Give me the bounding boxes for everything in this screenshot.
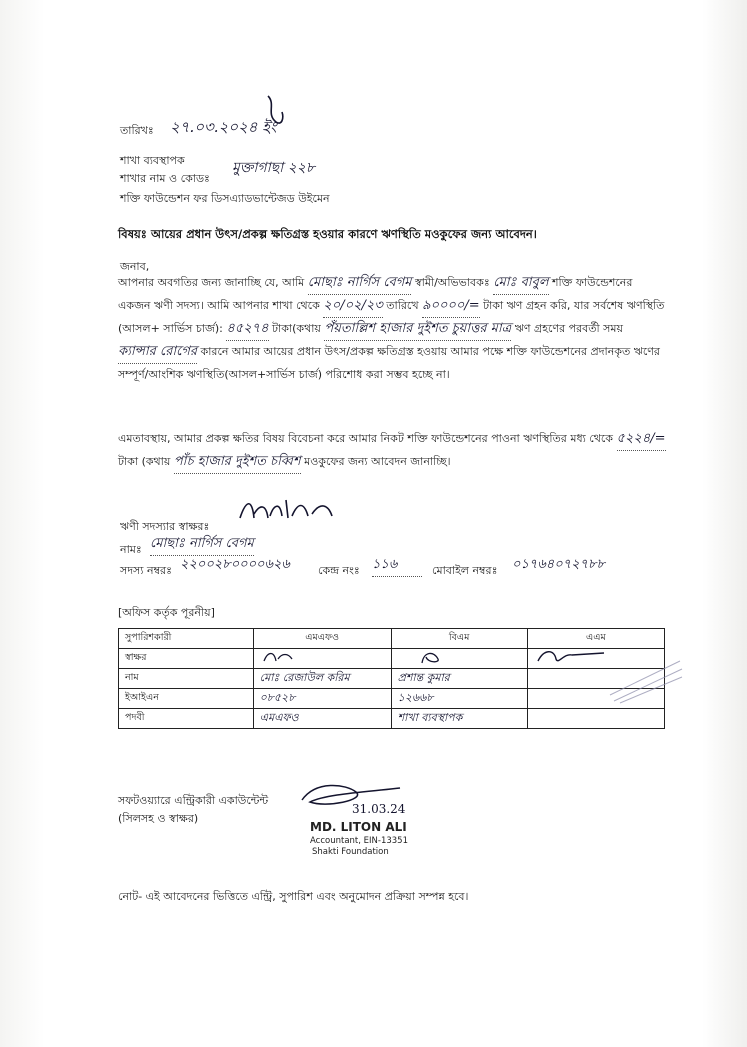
table-header-cell: এমএফও — [253, 629, 391, 649]
bm-signature — [398, 649, 448, 665]
member-no-label: সদস্য নম্বরঃ — [120, 564, 172, 577]
p2-amount-words: পাঁচ হাজার দুইশত চব্বিশ — [174, 451, 301, 474]
p1-text-g: ঋণ গ্রহণের পরবর্তী সময় — [514, 322, 624, 335]
to-line-2: শাখার নাম ও কোডঃ — [120, 172, 210, 185]
table-row — [119, 689, 665, 709]
table-header-row — [119, 629, 665, 649]
office-caption: [অফিস কর্তৃক পূরনীয়] — [118, 606, 215, 619]
salutation: জনাব, — [120, 260, 150, 273]
member-name: মোছাঃ নার্গিস বেগম — [150, 534, 254, 556]
table-cell: ০৮৫২৮ — [253, 689, 391, 709]
table-cell: প্রশান্ত কুমার — [391, 669, 527, 689]
am-signature — [534, 649, 614, 665]
p1-text-b: স্বামী/অভিভাবকঃ — [414, 276, 490, 289]
p2-text-b: টাকা (কথায় — [118, 455, 171, 468]
mobile-no: ০১৭৬৪০৭২৭৮৮ — [512, 557, 605, 572]
p1-guardian-name: মোঃ বাবুল — [493, 272, 548, 295]
table-header-cell: এএম — [527, 629, 664, 649]
table-cell — [253, 649, 391, 669]
center-label: কেন্দ্র নংঃ — [318, 564, 360, 577]
table-row — [119, 669, 665, 689]
p1-cause: ক্যান্সার রোগের — [118, 341, 197, 364]
footer-note: নোট- এই আবেদনের ভিত্তিতে এন্ট্রি, সুপারিশ এবং অনুমোদন প্রক্রিয়া সম্পন্ন হবে। — [118, 890, 469, 903]
p1-loan-amount: ৯০০০০/= — [422, 295, 480, 318]
table-row-label: ইআইএন — [119, 689, 254, 709]
name-label: নামঃ — [120, 543, 142, 556]
subject-line: বিষয়ঃ আয়ের প্রধান উৎস/প্রকল্প ক্ষতিগ্রস্ত হওয়ার কারণে ঋণস্থিতি মওকুফের জন্য আবেদন। — [118, 227, 537, 241]
stamp-role: Accountant, EIN-13351 — [310, 836, 408, 846]
table-header-cell: সুপারিশকারী — [119, 629, 254, 649]
mobile-label: মোবাইল নম্বরঃ — [432, 564, 498, 577]
member-signature — [236, 492, 346, 528]
table-header-cell: বিএম — [391, 629, 527, 649]
accountant-date: 31.03.24 — [352, 802, 406, 816]
to-line-1: শাখা ব্যবস্থাপক — [120, 154, 185, 167]
paragraph-1 — [118, 272, 666, 386]
table-cell: এমএফও — [253, 709, 391, 729]
p2-waiver-amount: ৫২২৪/= — [617, 428, 666, 451]
am-seal-stamp — [606, 655, 686, 705]
mfo-signature — [260, 649, 300, 665]
table-row-label: নাম — [119, 669, 254, 689]
p2-text-c: মওকুফের জন্য আবেদন জানাচ্ছি। — [304, 455, 451, 468]
stamp-org: Shakti Foundation — [312, 847, 389, 857]
table-row-label: পদবী — [119, 709, 254, 729]
p1-text-c: শক্তি ফাউন্ডেশনের একজন ঋণী সদস্য। আমি আপনার শাখা থেকে — [118, 276, 633, 312]
date-label: তারিখঃ — [120, 124, 154, 137]
paragraph-2 — [118, 428, 666, 474]
table-cell: মোঃ রেজাউল করিম — [253, 669, 391, 689]
center-no: ১১৬ — [372, 555, 422, 577]
table-cell: শাখা ব্যবস্থাপক — [391, 709, 527, 729]
p1-text-f: টাকা(কথায় — [272, 322, 321, 335]
table-row-label: স্বাক্ষর — [119, 649, 254, 669]
signature-label: ঋণী সদস্যার স্বাক্ষরঃ — [120, 520, 210, 533]
p1-amount-words: পঁয়তাল্লিশ হাজার দুইশত চুয়াত্তর মাত্র — [324, 318, 511, 341]
table-row — [119, 649, 665, 669]
p1-text-a: আপনার অবগতির জন্য জানাচ্ছি যে, আমি — [118, 276, 305, 289]
accountant-sub-label: (সিলসহ ও স্বাক্ষর) — [118, 812, 199, 825]
p1-balance: ৪৫২৭৪ — [226, 318, 268, 341]
table-cell — [527, 709, 664, 729]
p1-member-name: মোছাঃ নার্গিস বেগম — [308, 272, 412, 295]
p1-loan-date: ২০/০২/২৩ — [323, 295, 382, 318]
table-row — [119, 709, 665, 729]
office-approval-table — [118, 628, 665, 729]
table-cell — [391, 649, 527, 669]
date-value: ২৭.০৩.২০২৪ ইং — [170, 118, 277, 136]
p1-text-e: টাকা ঋণ গ্রহন করি, যার সর্বশেষ ঋণস্থিতি (আসল+ সার্ভিস চার্জ): — [118, 299, 665, 335]
to-line-3: শক্তি ফাউন্ডেশন ফর ডিসএ্যাডভান্টেজড উইমেন — [120, 192, 330, 205]
p2-text-a: এমতাবস্থায়, আমার প্রকল্প ক্ষতির বিষয় বিবেচনা করে আমার নিকট শক্তি ফাউন্ডেশনের পাওনা ঋণস্থিতির মধ্য থেকে — [118, 432, 613, 445]
member-no: ২২০০২৮০০০০৬২৬ — [180, 557, 290, 572]
accountant-label: সফটওয়্যারে এন্ট্রিকারী একাউন্টেন্ট — [118, 794, 269, 807]
date-scribble — [262, 92, 292, 142]
p1-text-d: তারিখে — [386, 299, 419, 312]
p1-text-h: কারনে আমার আয়ের প্রধান উৎস/প্রকল্প ক্ষতিগ্রস্ত হওয়ায় আমার পক্ষে শক্তি ফাউন্ডেশনের প্রদানকৃত ঋণের সম্পূর্ণ/আংশিক ঋণস্থিতি(আসল+সার্ভিস চার্জ) পরিশোধ করা সম্ভব হচ্ছে না। — [118, 345, 660, 381]
table-cell: ১২৬৬৮ — [391, 689, 527, 709]
branch-code: মুক্তাগাছা ২২৮ — [232, 160, 315, 176]
stamp-name: MD. LITON ALI — [310, 820, 407, 834]
